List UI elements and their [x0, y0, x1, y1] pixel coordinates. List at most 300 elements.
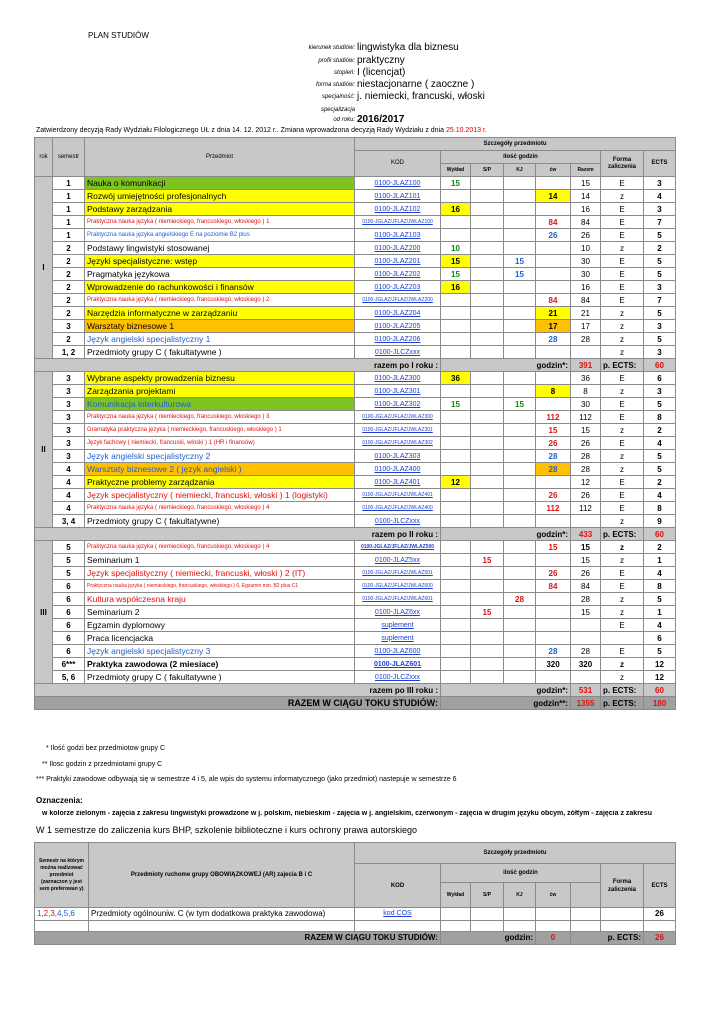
semester-cell: 4 — [53, 463, 85, 476]
subject-code-link[interactable]: 0100-JLAZ101 — [355, 190, 441, 203]
assessment-form: E — [601, 476, 644, 489]
hours-cw: 26 — [536, 567, 571, 580]
subject-name: Praktyczna nauka języka ( niemieckiego, francuskiego, włoskiego ) 6, Egzamin min. B2 plus-C1 — [85, 580, 355, 593]
hours-total: 8 — [571, 385, 601, 398]
subject-code-link[interactable]: 0100-JGLAZ/JFLAZ/JWLAZ100 — [355, 216, 441, 229]
hours-total: 16 — [571, 203, 601, 216]
hours-sp — [471, 567, 504, 580]
year-total-hours: 433 — [571, 528, 601, 541]
opt-col-szczegoly: Szczegóły przedmiotu — [355, 843, 676, 864]
hours-kj: 15 — [504, 398, 536, 411]
subject-code-link[interactable]: 0100-JGLAZ/JFLAZ/JWLAZ302 — [355, 437, 441, 450]
subject-name: Komunikacja interkulturowa — [85, 398, 355, 411]
subject-code-link[interactable]: suplement — [355, 619, 441, 632]
semester-cell: 2 — [53, 307, 85, 320]
subject-code-link[interactable]: 0100-JLCZxxx — [355, 671, 441, 684]
ects-points: 2 — [644, 242, 676, 255]
table-row — [35, 437, 676, 450]
hours-total: 26 — [571, 229, 601, 242]
ects-points: 2 — [644, 541, 676, 554]
meta-value: j. niemiecki, francuski, włoski — [357, 91, 485, 102]
assessment-form: E — [601, 372, 644, 385]
hours-sp: 15 — [471, 606, 504, 619]
col-sp: S/P — [471, 164, 504, 177]
hours-wyklad — [441, 463, 471, 476]
subject-name: Nauka o komunikacji — [85, 177, 355, 190]
assessment-form: E — [601, 502, 644, 515]
subject-code-link[interactable]: 0100-JLAZ205 — [355, 320, 441, 333]
ects-points: 5 — [644, 229, 676, 242]
year-total-label: razem po I roku : — [35, 359, 441, 372]
hours-sp — [471, 294, 504, 307]
assessment-form: z — [601, 593, 644, 606]
subject-name: Narzędzia informatyczne w zarządzaniu — [85, 307, 355, 320]
meta-label: specjalność: — [321, 94, 355, 100]
hours-sp — [471, 346, 504, 359]
hours-wyklad — [441, 216, 471, 229]
assessment-form: z — [601, 385, 644, 398]
hours-wyklad — [441, 606, 471, 619]
hours-total — [571, 346, 601, 359]
hours-sp — [471, 437, 504, 450]
opt-cell — [644, 921, 676, 932]
subject-name: Praktyczna nauka języka ( niemieckiego, francuskiego, włoskiego ) 4 — [85, 541, 355, 554]
hours-kj — [504, 489, 536, 502]
assessment-form: z — [601, 307, 644, 320]
hours-wyklad — [441, 437, 471, 450]
subject-name: Język specjalistyczny ( niemiecki, francuski, włoski ) 1 (logistyki) — [85, 489, 355, 502]
approval-note — [36, 127, 487, 134]
hours-kj — [504, 671, 536, 684]
hours-kj — [504, 229, 536, 242]
hours-kj — [504, 567, 536, 580]
hours-cw — [536, 515, 571, 528]
ects-points: 6 — [644, 632, 676, 645]
table-row — [35, 294, 676, 307]
subject-name: Język fachowy ( niemiecki, francuski, włoski ) 1 (HR i finansów) — [85, 437, 355, 450]
table-row — [35, 281, 676, 294]
hours-total: 28 — [571, 463, 601, 476]
opt-total-ects: 26 — [644, 932, 676, 945]
semester-cell: 4 — [53, 489, 85, 502]
semester-cell: 6 — [53, 645, 85, 658]
year-total-row — [35, 528, 676, 541]
semester-cell: 1 — [53, 203, 85, 216]
hours-kj — [504, 333, 536, 346]
col-forma: Forma zaliczenia — [601, 151, 644, 177]
ects-points: 3 — [644, 281, 676, 294]
opt-cell — [601, 908, 644, 921]
col-semestr: semestr — [53, 138, 85, 177]
hours-sp — [471, 476, 504, 489]
assessment-form: z — [601, 463, 644, 476]
subject-code-link[interactable]: 0100-JLAZ600 — [355, 645, 441, 658]
opt-cell — [504, 908, 536, 921]
hours-cw: 14 — [536, 190, 571, 203]
hours-kj — [504, 463, 536, 476]
table-row — [35, 554, 676, 567]
semester-cell: 2 — [53, 242, 85, 255]
meta-value: praktyczny — [357, 55, 405, 66]
assessment-form: z — [601, 346, 644, 359]
assessment-form: E — [601, 294, 644, 307]
hours-kj — [504, 294, 536, 307]
assessment-form: z — [601, 554, 644, 567]
hours-sp — [471, 281, 504, 294]
semester-cell: 6 — [53, 580, 85, 593]
subject-code-link[interactable]: 0100-JLAZ300 — [355, 372, 441, 385]
subject-code-link[interactable]: 0100-JLCZxxx — [355, 346, 441, 359]
hours-cw — [536, 554, 571, 567]
hours-total: 21 — [571, 307, 601, 320]
subject-code-link[interactable]: 0100-JLAZ400 — [355, 463, 441, 476]
ects-points: 8 — [644, 502, 676, 515]
hours-cw — [536, 346, 571, 359]
table-row — [35, 398, 676, 411]
hours-cw — [536, 255, 571, 268]
ects-points: 6 — [644, 372, 676, 385]
subject-name: Język angielski specjalistyczny 1 — [85, 333, 355, 346]
semester-cell: 1 — [53, 177, 85, 190]
assessment-form: E — [601, 489, 644, 502]
assessment-form: E — [601, 268, 644, 281]
hours-cw: 21 — [536, 307, 571, 320]
hours-kj — [504, 385, 536, 398]
assessment-form: z — [601, 606, 644, 619]
hours-cw: 17 — [536, 320, 571, 333]
semester-cell: 2 — [53, 333, 85, 346]
subject-name: Gramatyka praktyczna języka ( niemieckiego, francuskiego, włoskiego ) 1 — [85, 424, 355, 437]
year-total-ects: 60 — [644, 359, 676, 372]
subject-code-link[interactable]: 0100-JLAZ200 — [355, 242, 441, 255]
table-row — [35, 203, 676, 216]
subject-code-link[interactable]: 0100-JLAZ201 — [355, 255, 441, 268]
subject-name: Seminarium 2 — [85, 606, 355, 619]
subject-code-link[interactable]: 0100-JGLAZ/JFLAZ/JWLAZ501 — [355, 567, 441, 580]
table-row — [35, 632, 676, 645]
ects-points: 9 — [644, 515, 676, 528]
year-total-hours: 391 — [571, 359, 601, 372]
subject-code-link[interactable]: 0100-JLAZ103 — [355, 229, 441, 242]
hours-cw — [536, 398, 571, 411]
hours-total: 36 — [571, 372, 601, 385]
hours-wyklad: 15 — [441, 268, 471, 281]
subject-code-link[interactable]: 0100-JLAZ202 — [355, 268, 441, 281]
hours-wyklad — [441, 632, 471, 645]
hours-sp — [471, 489, 504, 502]
assessment-form: E — [601, 580, 644, 593]
document-title: PLAN STUDIÓW — [88, 31, 149, 40]
hours-kj: 28 — [504, 593, 536, 606]
meta-row — [0, 91, 725, 103]
hours-kj — [504, 177, 536, 190]
hours-total: 15 — [571, 541, 601, 554]
subject-name: Praca licencjacka — [85, 632, 355, 645]
legend-colors: w kolorze zielonym - zajęcia z zakresu lingwistyki prowadzone w j. polskim, niebieskim - zajęcia w j. angielskim, czerwonym - zajęcia w drugim języku obcym, żółtym - zajęcia z zakresu — [42, 810, 652, 817]
subject-name: Seminarium 1 — [85, 554, 355, 567]
subject-name: Praktyczna nauka języka angielskiego E na poziomie B2 plus — [85, 229, 355, 242]
hours-kj — [504, 242, 536, 255]
hours-wyklad — [441, 671, 471, 684]
hours-total: 28 — [571, 645, 601, 658]
subject-code-link[interactable]: 0100-JGLAZ/JFLAZ/JWLAZ500 — [355, 541, 441, 554]
hours-wyklad: 15 — [441, 177, 471, 190]
hours-cw: 26 — [536, 489, 571, 502]
hours-cw — [536, 268, 571, 281]
year-total-row — [35, 684, 676, 697]
hours-kj — [504, 476, 536, 489]
subject-name: Praktyczne problemy zarządzania — [85, 476, 355, 489]
subject-code-link[interactable]: 0100-JGLAZ/JFLAZ/JWLAZ401 — [355, 489, 441, 502]
meta-value: niestacjonarne ( zaoczne ) — [357, 79, 475, 90]
hours-kj — [504, 632, 536, 645]
grand-total-row — [35, 697, 676, 710]
hours-kj — [504, 645, 536, 658]
meta-row — [0, 42, 725, 54]
opt-row-semesters — [35, 908, 89, 921]
hours-wyklad: 10 — [441, 242, 471, 255]
subject-code-link[interactable]: 0100-JGLAZ/JFLAZ/JWLAZ400 — [355, 502, 441, 515]
year-total-hours: 531 — [571, 684, 601, 697]
hours-total: 30 — [571, 268, 601, 281]
subject-code-link[interactable]: 0100-JLAZ102 — [355, 203, 441, 216]
semester-cell: 6 — [53, 632, 85, 645]
opt-cell — [89, 921, 355, 932]
meta-label: specjalizacja — [320, 107, 355, 113]
assessment-form: E — [601, 619, 644, 632]
hours-total: 14 — [571, 190, 601, 203]
opt-sem-6: 6 — [70, 909, 75, 918]
subject-name: Przedmioty grupy C ( fakultatywne ) — [85, 346, 355, 359]
opt-cell — [355, 921, 441, 932]
table-row — [35, 450, 676, 463]
hours-total: 28 — [571, 593, 601, 606]
subject-code-link[interactable]: 0100-JGLAZ/JFLAZ/JWLAZ300 — [355, 411, 441, 424]
assessment-form: z — [601, 333, 644, 346]
legend-title: Oznaczenia: — [36, 796, 83, 805]
hours-total: 16 — [571, 281, 601, 294]
subject-code-link[interactable]: 0100-JLAZ5xx — [355, 554, 441, 567]
opt-col-forma: Forma zaliczenia — [601, 864, 644, 908]
semester-cell: 1 — [53, 190, 85, 203]
hours-total: 30 — [571, 398, 601, 411]
hours-cw — [536, 671, 571, 684]
year-total-hours-label: godzin*: — [441, 528, 571, 541]
subject-code-link[interactable]: 0100-JLAZ401 — [355, 476, 441, 489]
ects-points: 4 — [644, 190, 676, 203]
assessment-form: E — [601, 411, 644, 424]
hours-wyklad — [441, 346, 471, 359]
hours-sp — [471, 671, 504, 684]
table-row — [35, 489, 676, 502]
hours-sp — [471, 580, 504, 593]
hours-wyklad: 15 — [441, 255, 471, 268]
ects-points: 5 — [644, 333, 676, 346]
semester-cell: 1 — [53, 216, 85, 229]
subject-name: Podstawy zarządzania — [85, 203, 355, 216]
ects-points: 5 — [644, 463, 676, 476]
table-row — [35, 645, 676, 658]
ects-points: 12 — [644, 658, 676, 671]
hours-sp — [471, 268, 504, 281]
col-szczegoly: Szczegóły przedmiotu — [355, 138, 676, 151]
table-row — [35, 593, 676, 606]
subject-name: Warsztaty biznesowe 2 ( język angielski ) — [85, 463, 355, 476]
col-kj: KJ — [504, 164, 536, 177]
ects-points: 3 — [644, 320, 676, 333]
ects-points: 8 — [644, 580, 676, 593]
ects-points: 4 — [644, 437, 676, 450]
assessment-form: z — [601, 424, 644, 437]
year-total-ects-label: p. ECTS: — [601, 359, 644, 372]
hours-wyklad — [441, 190, 471, 203]
table-row — [35, 606, 676, 619]
opt-sem-5: 5, — [63, 909, 71, 918]
hours-sp — [471, 424, 504, 437]
assessment-form: z — [601, 658, 644, 671]
hours-cw — [536, 372, 571, 385]
hours-total: 26 — [571, 437, 601, 450]
opt-cell — [536, 908, 571, 921]
subject-code-link[interactable]: 0100-JGLAZ/JFLAZ/JWLAZ301 — [355, 424, 441, 437]
col-razem: Razem — [571, 164, 601, 177]
hours-wyklad — [441, 658, 471, 671]
subject-code-link[interactable]: 0100-JLAZ301 — [355, 385, 441, 398]
hours-kj — [504, 346, 536, 359]
assessment-form: E — [601, 216, 644, 229]
hours-kj — [504, 658, 536, 671]
opt-cell — [471, 908, 504, 921]
subject-code-link[interactable]: 0100-JLAZ601 — [355, 658, 441, 671]
col-kod: KOD — [355, 151, 441, 177]
semester-cell: 2 — [53, 294, 85, 307]
hours-kj — [504, 203, 536, 216]
subject-code-link[interactable]: suplement — [355, 632, 441, 645]
subject-code-link[interactable]: 0100-JLAZ203 — [355, 281, 441, 294]
hours-cw: 15 — [536, 424, 571, 437]
ects-points: 4 — [644, 619, 676, 632]
subject-code-link[interactable]: 0100-JLAZ302 — [355, 398, 441, 411]
subject-code-link[interactable]: 0100-JLAZ6xx — [355, 606, 441, 619]
table-row — [35, 658, 676, 671]
table-row — [35, 229, 676, 242]
ects-points: 5 — [644, 593, 676, 606]
subject-name: Zarządzania projektami — [85, 385, 355, 398]
hours-total — [571, 632, 601, 645]
year-label: II — [35, 372, 53, 528]
subject-name: Język specjalistyczny ( niemiecki, francuski, włoski ) 2 (IT) — [85, 567, 355, 580]
subject-code-link[interactable]: 0100-JLAZ303 — [355, 450, 441, 463]
subject-name: Przedmioty grupy C ( fakultatywne) — [85, 515, 355, 528]
note-2: ** Ilosc godzin z przedmiotami grupy C — [42, 761, 163, 768]
ects-points: 3 — [644, 203, 676, 216]
hours-kj — [504, 216, 536, 229]
hours-wyklad — [441, 554, 471, 567]
subject-name: Języki specjalistyczne: wstęp — [85, 255, 355, 268]
col-przedmiot: Przedmiot — [85, 138, 355, 177]
assessment-form: z — [601, 515, 644, 528]
assessment-form: z — [601, 320, 644, 333]
year-total-label: razem po III roku : — [35, 684, 441, 697]
subject-code-link[interactable]: 0100-JLAZ206 — [355, 333, 441, 346]
hours-total: 30 — [571, 255, 601, 268]
hours-total: 112 — [571, 502, 601, 515]
hours-sp — [471, 385, 504, 398]
hours-cw: 112 — [536, 502, 571, 515]
subject-code-link[interactable]: 0100-JGLAZ/JFLAZ/JWLAZ600 — [355, 580, 441, 593]
hours-sp — [471, 502, 504, 515]
table-row — [35, 190, 676, 203]
subject-code-link[interactable]: 0100-JLCZxxx — [355, 515, 441, 528]
table-row — [35, 671, 676, 684]
assessment-form: E — [601, 398, 644, 411]
hours-cw: 28 — [536, 450, 571, 463]
table-row — [35, 268, 676, 281]
hours-cw: 84 — [536, 216, 571, 229]
meta-row — [0, 114, 725, 126]
subject-code-link[interactable]: 0100-JLAZ100 — [355, 177, 441, 190]
hours-kj — [504, 515, 536, 528]
hours-wyklad — [441, 411, 471, 424]
hours-sp — [471, 645, 504, 658]
hours-wyklad — [441, 424, 471, 437]
assessment-form: E — [601, 255, 644, 268]
hours-kj: 15 — [504, 268, 536, 281]
assessment-form: z — [601, 671, 644, 684]
approval-date: 25.10.2013 r. — [445, 127, 487, 134]
hours-wyklad — [441, 645, 471, 658]
hours-sp — [471, 190, 504, 203]
col-rok: rok — [35, 138, 53, 177]
subject-code-link[interactable]: 0100-JGLAZ/JFLAZ/JWLAZ601 — [355, 593, 441, 606]
hours-kj — [504, 424, 536, 437]
ects-points: 8 — [644, 411, 676, 424]
subject-code-link[interactable]: 0100-JGLAZ/JFLAZ/JWLAZ200 — [355, 294, 441, 307]
opt-cell — [35, 921, 89, 932]
semester-cell: 3 — [53, 424, 85, 437]
hours-wyklad: 36 — [441, 372, 471, 385]
meta-row — [0, 67, 725, 79]
ects-points: 1 — [644, 554, 676, 567]
semester-cell: 2 — [53, 255, 85, 268]
hours-sp — [471, 320, 504, 333]
subject-code-link[interactable]: 0100-JLAZ204 — [355, 307, 441, 320]
semester-cell: 5, 6 — [53, 671, 85, 684]
grand-total-ects-label: p. ECTS: — [601, 697, 644, 710]
opt-row-code[interactable]: kod COS — [355, 908, 441, 921]
hours-cw: 26 — [536, 437, 571, 450]
hours-kj — [504, 619, 536, 632]
year-total-ects-label: p. ECTS: — [601, 684, 644, 697]
assessment-form: E — [601, 645, 644, 658]
table-row — [35, 502, 676, 515]
hours-kj — [504, 437, 536, 450]
opt-row-ects: 26 — [644, 908, 676, 921]
hours-sp — [471, 658, 504, 671]
meta-label: profil studiów: — [318, 58, 355, 64]
opt-sem-3: 3, — [50, 909, 58, 918]
ects-points: 1 — [644, 606, 676, 619]
hours-total: 10 — [571, 242, 601, 255]
hours-wyklad: 15 — [441, 398, 471, 411]
hours-wyklad — [441, 333, 471, 346]
meta-value: 2016/2017 — [357, 114, 405, 125]
ects-points: 3 — [644, 177, 676, 190]
subject-name: Pragmatyka językowa — [85, 268, 355, 281]
hours-total: 15 — [571, 424, 601, 437]
opt-cell — [536, 921, 571, 932]
hours-total: 12 — [571, 476, 601, 489]
